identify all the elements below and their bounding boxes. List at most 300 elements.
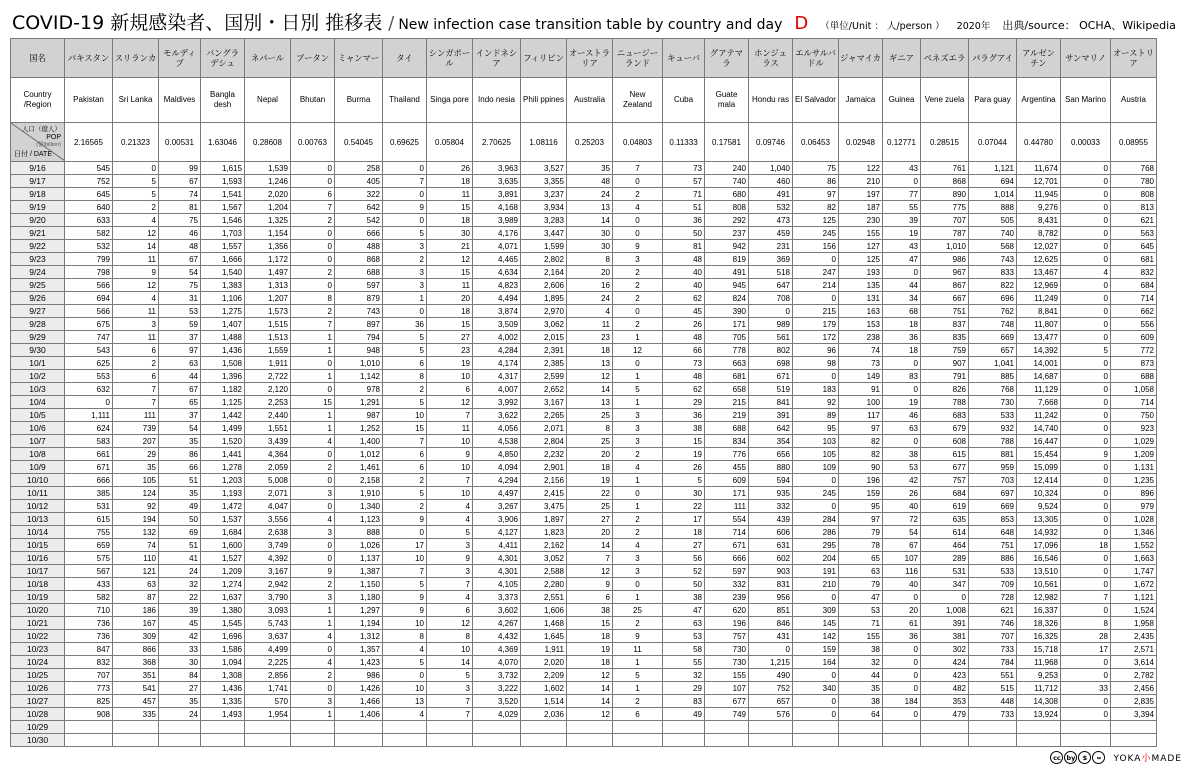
value-cell: 908 [65, 708, 113, 721]
value-cell: 48 [567, 175, 613, 188]
value-cell: 22 [663, 500, 705, 513]
value-cell: 47 [839, 591, 883, 604]
value-cell: 3 [613, 565, 663, 578]
value-cell: 1,436 [201, 344, 245, 357]
value-cell: 2,970 [521, 305, 567, 318]
population-cell: 0.25203 [567, 123, 613, 162]
table-row [11, 383, 1157, 396]
value-cell: 83 [663, 695, 705, 708]
table-row [11, 227, 1157, 240]
value-cell: 28 [1061, 630, 1111, 643]
value-cell: 83 [883, 370, 921, 383]
value-cell: 1 [613, 396, 663, 409]
value-cell: 642 [335, 201, 383, 214]
value-cell: 1 [613, 474, 663, 487]
value-cell: 608 [921, 435, 969, 448]
value-cell: 29 [663, 682, 705, 695]
value-cell: 289 [921, 552, 969, 565]
value-cell: 11 [427, 188, 473, 201]
value-cell: 27 [427, 331, 473, 344]
value-cell: 5 [383, 578, 427, 591]
value-cell: 583 [65, 435, 113, 448]
value-cell: 50 [159, 513, 201, 526]
value-cell: 1,546 [201, 214, 245, 227]
value-cell: 231 [749, 240, 793, 253]
value-cell: 4 [427, 513, 473, 526]
value-cell: 457 [113, 695, 159, 708]
value-cell: 3,749 [245, 539, 291, 552]
value-cell: 566 [65, 305, 113, 318]
value-cell: 79 [839, 578, 883, 591]
value-cell: 292 [705, 214, 749, 227]
value-cell: 3 [427, 565, 473, 578]
value-cell: 1,524 [1111, 604, 1157, 617]
value-cell: 948 [335, 344, 383, 357]
value-cell: 714 [1111, 292, 1157, 305]
value-cell: 3 [613, 422, 663, 435]
value-cell: 0 [1061, 279, 1111, 292]
value-cell: 1,182 [201, 383, 245, 396]
value-cell: 3,062 [521, 318, 567, 331]
value-cell: 1,150 [335, 578, 383, 591]
value-cell: 896 [1111, 487, 1157, 500]
population-cell: 0.00763 [291, 123, 335, 162]
value-cell: 1,513 [245, 331, 291, 344]
table-row [11, 214, 1157, 227]
value-cell: 63 [113, 578, 159, 591]
value-cell: 1 [291, 422, 335, 435]
value-cell: 4 [427, 591, 473, 604]
logo [1113, 751, 1182, 764]
value-cell: 18 [427, 175, 473, 188]
value-cell: 5 [383, 656, 427, 669]
table-row [11, 448, 1157, 461]
population-row [11, 123, 1157, 162]
value-cell: 5 [383, 227, 427, 240]
population-cell: 0.00033 [1061, 123, 1111, 162]
value-cell: 91 [839, 383, 883, 396]
value-cell: 12 [427, 396, 473, 409]
value-cell: 1,172 [245, 253, 291, 266]
value-cell: 0 [883, 357, 921, 370]
value-cell: 9 [383, 604, 427, 617]
value-cell: 1,278 [201, 461, 245, 474]
value-cell: 24 [159, 708, 201, 721]
table-row [11, 188, 1157, 201]
country-name-en: New Zealand [613, 78, 663, 123]
country-name-jp: ギニア [883, 39, 921, 78]
value-cell: 38 [839, 643, 883, 656]
value-cell: 759 [921, 344, 969, 357]
value-cell: 531 [921, 565, 969, 578]
table-row [11, 487, 1157, 500]
value-cell: 0 [1061, 695, 1111, 708]
value-cell: 671 [705, 539, 749, 552]
value-cell: 193 [839, 266, 883, 279]
value-cell: 1,274 [201, 578, 245, 591]
value-cell [1061, 721, 1111, 734]
value-cell: 824 [705, 292, 749, 305]
value-cell: 1,461 [335, 461, 383, 474]
title-separator: / [388, 13, 395, 34]
value-cell: 752 [65, 175, 113, 188]
country-name-en: Argentina [1017, 78, 1061, 123]
value-cell: 2 [613, 695, 663, 708]
value-cell: 43 [883, 240, 921, 253]
value-cell: 4 [291, 656, 335, 669]
date-cell: 10/19 [11, 591, 65, 604]
value-cell: 204 [793, 552, 839, 565]
value-cell: 752 [749, 682, 793, 695]
population-cell: 0.11333 [663, 123, 705, 162]
value-cell: 488 [335, 240, 383, 253]
nc-badge-icon: $ [1078, 751, 1091, 764]
value-cell: 4,294 [473, 474, 521, 487]
value-cell [839, 734, 883, 747]
year-label: 2020年 [956, 21, 991, 32]
value-cell: 7 [427, 578, 473, 591]
value-cell: 75 [793, 162, 839, 175]
value-cell: 3,167 [245, 565, 291, 578]
value-cell: 90 [839, 461, 883, 474]
value-cell: 0 [1061, 565, 1111, 578]
value-cell: 78 [839, 539, 883, 552]
value-cell: 4,538 [473, 435, 521, 448]
value-cell: 66 [663, 344, 705, 357]
value-cell: 19 [567, 643, 613, 656]
value-cell: 2,638 [245, 526, 291, 539]
value-cell: 4,267 [473, 617, 521, 630]
value-cell: 167 [113, 617, 159, 630]
country-name-jp: タイ [383, 39, 427, 78]
country-name-en: Thailand [383, 78, 427, 123]
value-cell: 18 [883, 344, 921, 357]
value-cell: 0 [883, 669, 921, 682]
value-cell: 3 [383, 279, 427, 292]
value-cell: 0 [613, 578, 663, 591]
value-cell: 787 [921, 227, 969, 240]
value-cell: 99 [159, 162, 201, 175]
value-cell: 2,856 [245, 669, 291, 682]
value-cell: 24 [567, 188, 613, 201]
value-cell: 0 [1061, 474, 1111, 487]
value-cell: 36 [883, 630, 921, 643]
country-name-jp: ホンジュラス [749, 39, 793, 78]
value-cell: 10 [427, 643, 473, 656]
nd-badge-icon: = [1092, 751, 1105, 764]
value-cell: 391 [921, 617, 969, 630]
value-cell: 9 [113, 266, 159, 279]
date-cell: 9/24 [11, 266, 65, 279]
value-cell: 302 [921, 643, 969, 656]
date-cell: 9/21 [11, 227, 65, 240]
value-cell: 903 [749, 565, 793, 578]
value-cell: 3,167 [521, 396, 567, 409]
value-cell [65, 721, 113, 734]
population-cell: 0.44780 [1017, 123, 1061, 162]
value-cell: 1,672 [1111, 578, 1157, 591]
value-cell: 8,841 [1017, 305, 1061, 318]
value-cell: 30 [159, 656, 201, 669]
value-cell: 1,514 [521, 695, 567, 708]
value-cell: 3,355 [521, 175, 567, 188]
value-cell: 73 [839, 357, 883, 370]
value-cell: 482 [921, 682, 969, 695]
value-cell: 1,357 [335, 643, 383, 656]
value-cell: 75 [159, 214, 201, 227]
value-cell: 12 [427, 253, 473, 266]
value-cell: 18 [427, 305, 473, 318]
value-cell: 431 [749, 630, 793, 643]
value-cell: 1 [291, 708, 335, 721]
value-cell: 14,740 [1017, 422, 1061, 435]
value-cell: 0 [1061, 604, 1111, 617]
value-cell: 986 [335, 669, 383, 682]
value-cell: 69 [159, 526, 201, 539]
value-cell: 671 [65, 461, 113, 474]
value-cell: 215 [705, 396, 749, 409]
value-cell: 1,383 [201, 279, 245, 292]
value-cell: 554 [705, 513, 749, 526]
country-name-en: Sri Lanka [113, 78, 159, 123]
value-cell: 707 [921, 214, 969, 227]
country-name-jp: サンマリノ [1061, 39, 1111, 78]
value-cell: 1,537 [201, 513, 245, 526]
value-cell: 479 [921, 708, 969, 721]
date-cell: 10/2 [11, 370, 65, 383]
table-row [11, 630, 1157, 643]
value-cell: 369 [749, 253, 793, 266]
value-cell [705, 734, 749, 747]
value-cell: 2,835 [1111, 695, 1157, 708]
value-cell: 464 [921, 539, 969, 552]
table-row [11, 734, 1157, 747]
value-cell: 20 [567, 526, 613, 539]
value-cell: 36 [383, 318, 427, 331]
value-cell: 675 [65, 318, 113, 331]
value-cell: 3,267 [473, 500, 521, 513]
value-cell: 48 [663, 331, 705, 344]
value-cell: 87 [113, 591, 159, 604]
value-cell: 1,291 [335, 396, 383, 409]
value-cell: 490 [749, 669, 793, 682]
value-cell: 8 [383, 370, 427, 383]
value-cell: 214 [793, 279, 839, 292]
value-cell: 13,510 [1017, 565, 1061, 578]
value-cell: 35 [159, 695, 201, 708]
value-cell: 164 [793, 656, 839, 669]
value-cell: 3,622 [473, 409, 521, 422]
value-cell: 1,911 [245, 357, 291, 370]
value-cell: 1 [291, 604, 335, 617]
table-row [11, 318, 1157, 331]
value-cell: 0 [1061, 656, 1111, 669]
table-row [11, 643, 1157, 656]
value-cell: 0 [1061, 383, 1111, 396]
value-cell: 531 [65, 500, 113, 513]
value-cell: 0 [1061, 578, 1111, 591]
value-cell: 1,123 [335, 513, 383, 526]
value-cell: 0 [1061, 162, 1111, 175]
value-cell: 107 [705, 682, 749, 695]
value-cell [969, 734, 1017, 747]
value-cell: 354 [749, 435, 793, 448]
value-cell: 38 [663, 591, 705, 604]
value-cell: 666 [335, 227, 383, 240]
value-cell: 17 [1061, 643, 1111, 656]
value-cell: 332 [705, 578, 749, 591]
table-row [11, 305, 1157, 318]
value-cell: 0 [883, 643, 921, 656]
value-cell: 808 [1111, 188, 1157, 201]
value-cell: 82 [793, 201, 839, 214]
value-cell: 1 [291, 344, 335, 357]
value-cell: 1,586 [201, 643, 245, 656]
value-cell: 1,125 [201, 396, 245, 409]
value-cell: 532 [749, 201, 793, 214]
country-name-en: San Marino [1061, 78, 1111, 123]
value-cell: 0 [793, 292, 839, 305]
value-cell: 424 [921, 656, 969, 669]
value-cell [473, 721, 521, 734]
header [12, 8, 1176, 36]
value-cell: 18 [567, 344, 613, 357]
value-cell: 888 [335, 526, 383, 539]
value-cell: 669 [969, 331, 1017, 344]
value-cell: 648 [969, 526, 1017, 539]
value-cell: 30 [567, 227, 613, 240]
country-name-jp: パラグアイ [969, 39, 1017, 78]
value-cell: 124 [113, 487, 159, 500]
value-cell: 142 [793, 630, 839, 643]
value-cell [383, 721, 427, 734]
value-cell: 11 [113, 331, 159, 344]
value-cell: 8 [291, 292, 335, 305]
value-cell: 30 [567, 240, 613, 253]
value-cell: 1,308 [201, 669, 245, 682]
date-cell: 10/22 [11, 630, 65, 643]
value-cell: 16,325 [1017, 630, 1061, 643]
value-cell: 17 [663, 513, 705, 526]
value-cell: 567 [65, 565, 113, 578]
value-cell: 86 [159, 448, 201, 461]
value-cell: 4,071 [473, 240, 521, 253]
population-cell: 0.05804 [427, 123, 473, 162]
source-label: 出典/source： OCHA、Wikipedia [1002, 19, 1176, 32]
value-cell: 1,637 [201, 591, 245, 604]
value-cell: 740 [969, 227, 1017, 240]
value-cell: 66 [159, 461, 201, 474]
value-cell: 4,465 [473, 253, 521, 266]
value-cell: 63 [663, 617, 705, 630]
value-cell: 42 [883, 474, 921, 487]
value-cell: 3,556 [245, 513, 291, 526]
value-cell: 10,324 [1017, 487, 1061, 500]
value-cell: 58 [663, 643, 705, 656]
value-cell: 74 [159, 188, 201, 201]
value-cell: 1,346 [1111, 526, 1157, 539]
value-cell: 640 [65, 201, 113, 214]
value-cell: 240 [705, 162, 749, 175]
value-cell: 886 [969, 552, 1017, 565]
value-cell: 1,014 [969, 188, 1017, 201]
value-cell: 684 [921, 487, 969, 500]
value-cell: 680 [705, 188, 749, 201]
value-cell: 1,593 [201, 175, 245, 188]
value-cell: 186 [113, 604, 159, 617]
value-cell: 568 [969, 240, 1017, 253]
value-cell: 35 [113, 461, 159, 474]
value-cell: 22 [159, 591, 201, 604]
value-cell: 41 [159, 552, 201, 565]
value-cell: 191 [793, 565, 839, 578]
value-cell: 473 [749, 214, 793, 227]
table-row [11, 175, 1157, 188]
value-cell: 4 [113, 214, 159, 227]
value-cell: 20 [883, 604, 921, 617]
value-cell: 48 [159, 240, 201, 253]
table-row [11, 500, 1157, 513]
value-cell: 1,488 [201, 331, 245, 344]
value-cell: 10 [383, 617, 427, 630]
value-cell: 666 [65, 474, 113, 487]
value-cell: 1,325 [245, 214, 291, 227]
value-cell: 26 [883, 487, 921, 500]
table-row [11, 526, 1157, 539]
value-cell [1017, 721, 1061, 734]
value-cell: 3,373 [473, 591, 521, 604]
value-cell: 6 [383, 461, 427, 474]
value-cell: 67 [883, 539, 921, 552]
date-cell: 9/28 [11, 318, 65, 331]
table-row [11, 565, 1157, 578]
value-cell: 1,252 [335, 422, 383, 435]
value-cell: 14,308 [1017, 695, 1061, 708]
value-cell [159, 734, 201, 747]
value-cell: 455 [705, 461, 749, 474]
value-cell: 1 [291, 331, 335, 344]
value-cell: 1,246 [245, 175, 291, 188]
value-cell: 4,494 [473, 292, 521, 305]
value-cell: 1,207 [245, 292, 291, 305]
value-cell: 1,539 [245, 162, 291, 175]
value-cell: 1,209 [201, 565, 245, 578]
value-cell: 1,823 [521, 526, 567, 539]
value-cell: 733 [969, 643, 1017, 656]
value-cell [567, 721, 613, 734]
value-cell: 82 [839, 448, 883, 461]
value-cell: 0 [1061, 357, 1111, 370]
value-cell: 4,056 [473, 422, 521, 435]
table-row [11, 708, 1157, 721]
value-cell: 56 [663, 552, 705, 565]
value-cell: 433 [65, 578, 113, 591]
population-cell: 0.04803 [613, 123, 663, 162]
population-cell: 0.28515 [921, 123, 969, 162]
value-cell: 3,222 [473, 682, 521, 695]
value-cell: 84 [159, 669, 201, 682]
value-cell: 1,008 [921, 604, 969, 617]
value-cell: 35 [839, 682, 883, 695]
cc-badge-icon: cc [1050, 751, 1063, 764]
country-name-jp: ネパール [245, 39, 291, 78]
value-cell: 0 [1061, 526, 1111, 539]
value-cell: 38 [567, 604, 613, 617]
value-cell: 1,058 [1111, 383, 1157, 396]
value-cell: 155 [839, 227, 883, 240]
country-name-jp: オーストラリア [567, 39, 613, 78]
population-cell: 0.54045 [335, 123, 383, 162]
